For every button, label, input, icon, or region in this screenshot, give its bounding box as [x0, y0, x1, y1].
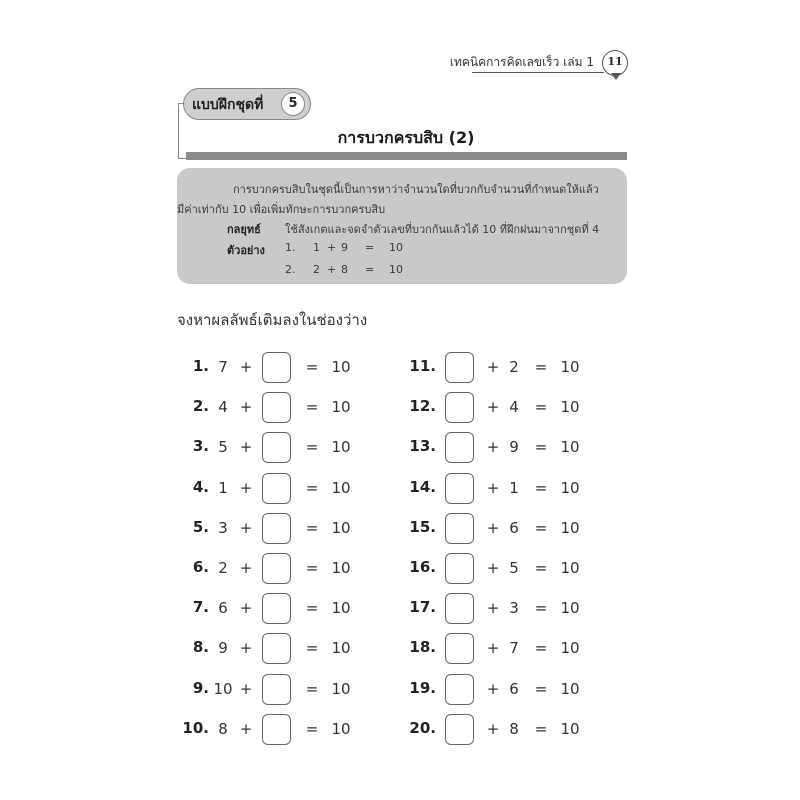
exercise-number: 11. — [409, 357, 436, 375]
exercise-number: 15. — [409, 517, 436, 536]
answer-box[interactable] — [445, 392, 474, 423]
sum-value: 10 — [560, 639, 580, 658]
topic-title: การบวกครบสิบ (2) — [337, 128, 475, 147]
plus-sign: + — [239, 679, 253, 698]
plus-sign: + — [239, 398, 253, 417]
equals-sign: = — [534, 518, 548, 537]
answer-box[interactable] — [445, 714, 474, 745]
answer-box[interactable] — [262, 674, 291, 705]
given-addend: 4 — [218, 398, 228, 417]
given-addend: 8 — [218, 719, 228, 738]
exercise-row — [398, 593, 598, 625]
sum-value: 10 — [331, 358, 351, 376]
exercise-row — [175, 633, 375, 665]
answer-box[interactable] — [445, 473, 474, 504]
equals-sign: = — [305, 478, 319, 497]
exercise-number: 17. — [409, 598, 436, 617]
given-addend: 9 — [218, 639, 228, 658]
example-equals: = — [365, 263, 375, 276]
given-addend: 3 — [509, 599, 519, 618]
equals-sign: = — [534, 438, 548, 457]
given-addend: 1 — [218, 478, 228, 497]
exercise-number: 5. — [192, 517, 209, 536]
sum-value: 10 — [331, 599, 351, 618]
given-addend: 6 — [509, 679, 519, 698]
sum-value: 10 — [331, 518, 351, 537]
answer-box[interactable] — [445, 432, 474, 463]
exercise-number: 10. — [182, 718, 209, 737]
given-addend: 1 — [509, 478, 519, 497]
sum-value: 10 — [560, 719, 580, 738]
exercise-number: 2. — [192, 397, 209, 416]
example-result: 10 — [389, 241, 403, 254]
plus-sign: + — [239, 719, 253, 738]
exercise-number: 8. — [192, 638, 209, 657]
exercise-row — [398, 432, 598, 464]
given-addend: 5 — [509, 559, 519, 577]
sum-value: 10 — [560, 518, 580, 537]
book-title: เทคนิคการคิดเลขเร็ว เล่ม 1 — [449, 55, 594, 69]
answer-box[interactable] — [445, 513, 474, 544]
given-addend: 4 — [509, 398, 519, 417]
running-header — [449, 50, 632, 76]
equals-sign: = — [305, 398, 319, 417]
example-number: 1. — [285, 241, 296, 254]
given-addend: 5 — [218, 438, 228, 457]
plus-sign: + — [239, 478, 253, 497]
plus-sign: + — [486, 599, 500, 618]
sum-value: 10 — [331, 559, 351, 577]
set-number: 5 — [281, 92, 305, 116]
info-box — [177, 168, 627, 284]
equals-sign: = — [534, 478, 548, 497]
equals-sign: = — [305, 518, 319, 537]
intro-line-2: มีค่าเท่ากับ 10 เพื่อเพิ่มทักษะการบวกครบสิบ — [177, 203, 386, 216]
given-addend: 2 — [509, 358, 519, 376]
example-plus: + — [327, 241, 337, 254]
sum-value: 10 — [331, 639, 351, 658]
header-rule — [472, 72, 604, 73]
equals-sign: = — [305, 599, 319, 618]
example-number: 2. — [285, 263, 296, 276]
exercise-number: 14. — [409, 477, 436, 496]
exercise-number: 9. — [192, 678, 209, 697]
exercise-row — [175, 432, 375, 464]
example-equals: = — [365, 241, 375, 254]
given-addend: 7 — [509, 639, 519, 658]
exercise-row — [175, 674, 375, 706]
exercise-row — [175, 392, 375, 424]
sum-value: 10 — [560, 478, 580, 497]
equals-sign: = — [534, 559, 548, 577]
sum-value: 10 — [560, 358, 580, 376]
given-addend: 10 — [213, 679, 233, 698]
plus-sign: + — [486, 398, 500, 417]
answer-box[interactable] — [445, 352, 474, 383]
answer-box[interactable] — [445, 593, 474, 624]
equals-sign: = — [534, 679, 548, 698]
answer-box[interactable] — [445, 633, 474, 664]
set-tab — [183, 88, 311, 120]
equals-sign: = — [305, 438, 319, 457]
example-addend-b: 9 — [341, 241, 348, 254]
strategy-text: ใช้สังเกตและจดจำตัวเลขที่บวกกันแล้วได้ 10 ที่ฝึกฝนมาจากชุดที่ 4 — [285, 223, 600, 236]
plus-sign: + — [486, 559, 500, 577]
exercise-number: 6. — [192, 558, 209, 576]
plus-sign: + — [486, 679, 500, 698]
answer-box[interactable] — [262, 633, 291, 664]
exercise-row — [175, 513, 375, 545]
example-plus: + — [327, 263, 337, 276]
plus-sign: + — [239, 518, 253, 537]
given-addend: 2 — [218, 559, 228, 577]
given-addend: 3 — [218, 518, 228, 537]
answer-box[interactable] — [262, 352, 291, 383]
answer-box[interactable] — [262, 392, 291, 423]
exercise-row — [175, 593, 375, 625]
given-addend: 8 — [509, 719, 519, 738]
exercise-row — [398, 633, 598, 665]
answer-box[interactable] — [262, 473, 291, 504]
sum-value: 10 — [331, 438, 351, 457]
example-result: 10 — [389, 263, 403, 276]
topic-underline-bar — [186, 152, 627, 160]
answer-box[interactable] — [262, 553, 291, 584]
plus-sign: + — [486, 639, 500, 658]
equals-sign: = — [305, 639, 319, 658]
equals-sign: = — [305, 358, 319, 376]
exercise-number: 4. — [192, 477, 209, 496]
sum-value: 10 — [331, 478, 351, 497]
equals-sign: = — [534, 719, 548, 738]
instruction: จงหาผลลัพธ์เติมลงในช่องว่าง — [177, 311, 368, 329]
answer-box[interactable] — [445, 674, 474, 705]
plus-sign: + — [239, 559, 253, 577]
example-addend-b: 8 — [341, 263, 348, 276]
sum-value: 10 — [331, 398, 351, 417]
equals-sign: = — [305, 719, 319, 738]
intro-line-1: การบวกครบสิบในชุดนี้เป็นการหาว่าจำนวนใดที่บวกกับจำนวนที่กำหนดให้แล้ว — [233, 183, 599, 196]
exercise-row — [398, 553, 598, 585]
example-label: ตัวอย่าง — [227, 244, 265, 257]
equals-sign: = — [305, 559, 319, 577]
exercise-row — [175, 473, 375, 505]
page-number-pointer — [611, 73, 621, 80]
exercise-row — [398, 473, 598, 505]
equals-sign: = — [534, 358, 548, 376]
equals-sign: = — [305, 679, 319, 698]
sum-value: 10 — [331, 719, 351, 738]
set-label: แบบฝึกชุดที่ — [192, 97, 264, 113]
exercise-row — [398, 674, 598, 706]
sum-value: 10 — [560, 398, 580, 417]
equals-sign: = — [534, 639, 548, 658]
exercise-number: 12. — [409, 397, 436, 416]
answer-box[interactable] — [262, 513, 291, 544]
sum-value: 10 — [331, 679, 351, 698]
exercise-number: 3. — [192, 437, 209, 456]
given-addend: 7 — [218, 358, 228, 376]
answer-box[interactable] — [445, 553, 474, 584]
strategy-label: กลยุทธ์ — [227, 223, 261, 236]
answer-box[interactable] — [262, 593, 291, 624]
plus-sign: + — [239, 599, 253, 618]
plus-sign: + — [239, 639, 253, 658]
exercise-number: 19. — [409, 678, 436, 697]
given-addend: 6 — [509, 518, 519, 537]
exercise-row — [398, 392, 598, 424]
plus-sign: + — [486, 518, 500, 537]
equals-sign: = — [534, 398, 548, 417]
exercise-row — [398, 714, 598, 746]
plus-sign: + — [239, 438, 253, 457]
exercise-row — [175, 714, 375, 746]
plus-sign: + — [486, 358, 500, 376]
exercise-number: 7. — [192, 598, 209, 617]
exercise-number: 16. — [409, 558, 436, 576]
exercise-row — [398, 352, 598, 384]
page-number: 11 — [602, 50, 628, 76]
exercise-row — [175, 553, 375, 585]
answer-box[interactable] — [262, 432, 291, 463]
given-addend: 6 — [218, 599, 228, 618]
sum-value: 10 — [560, 559, 580, 577]
sum-value: 10 — [560, 438, 580, 457]
plus-sign: + — [486, 719, 500, 738]
sum-value: 10 — [560, 679, 580, 698]
exercise-number: 1. — [192, 357, 209, 375]
exercise-number: 18. — [409, 638, 436, 657]
plus-sign: + — [486, 438, 500, 457]
exercise-row — [398, 513, 598, 545]
example-addend-a: 2 — [313, 263, 320, 276]
answer-box[interactable] — [262, 714, 291, 745]
equals-sign: = — [534, 599, 548, 618]
plus-sign: + — [486, 478, 500, 497]
plus-sign: + — [239, 358, 253, 376]
exercise-number: 13. — [409, 437, 436, 456]
given-addend: 9 — [509, 438, 519, 457]
exercise-number: 20. — [409, 718, 436, 737]
example-addend-a: 1 — [313, 241, 320, 254]
sum-value: 10 — [560, 599, 580, 618]
exercise-row — [175, 352, 375, 384]
